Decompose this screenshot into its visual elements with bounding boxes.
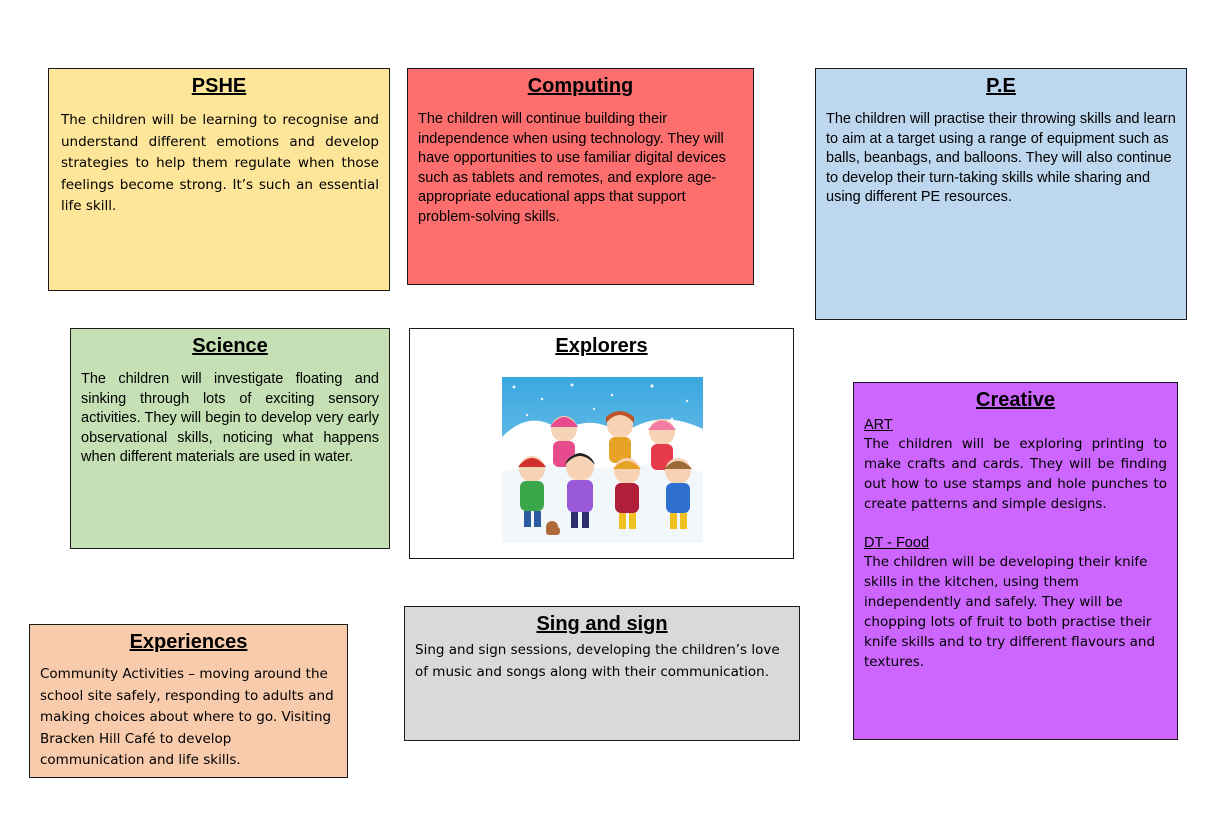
pshe-text: The children will be learning to recognise and understand different emotions and develop strategies to help them regulate when those feelings become strong. It’s such an essential life skill. xyxy=(61,112,379,214)
sing-and-sign-box xyxy=(404,606,800,741)
explorers-title: Explorers xyxy=(555,335,648,357)
pe-box xyxy=(815,68,1187,320)
creative-title: Creative xyxy=(976,389,1055,411)
computing-text: The children will continue building their independence when using technology. They will have opportunities to use familiar digital devices such as tablets and remotes, and explore age-appropriate educational apps that support problem-solving skills. xyxy=(418,111,726,225)
creative-box xyxy=(853,382,1178,740)
pe-text: The children will practise their throwing skills and learn to aim at a target using a range of equipment such as balls, beanbags, and balloons. They will also continue to develop their turn-taking skills while sharing and using different PE resources. xyxy=(826,111,1176,205)
science-box xyxy=(70,328,390,549)
pshe-box xyxy=(48,68,390,291)
dt-text: The children will be developing their knife skills in the kitchen, using them independently and safely. They will be chopping lots of fruit to both practise their knife skills and to try different flavours and textures. xyxy=(864,554,1156,670)
experiences-title: Experiences xyxy=(129,631,248,653)
computing-box xyxy=(407,68,754,285)
science-text: The children will investigate floating and sinking through lots of exciting sensory activities. They will begin to develop very early observational skills, noticing what happens when different materials are used in water. xyxy=(81,371,379,465)
art-heading: ART xyxy=(864,417,893,433)
winter-children-illustration xyxy=(502,377,703,543)
art-text: The children will be exploring printing to make crafts and cards. They will be finding out how to use stamps and hole punches to create patterns and simple designs. xyxy=(864,436,1167,512)
experiences-box xyxy=(29,624,348,778)
explorers-box xyxy=(409,328,794,559)
pe-title: P.E xyxy=(986,75,1016,97)
dt-heading: DT - Food xyxy=(864,535,930,551)
science-title: Science xyxy=(192,335,268,357)
sing-and-sign-title: Sing and sign xyxy=(536,613,668,635)
experiences-text: Community Activities – moving around the school site safely, responding to adults and making choices about where to go. Visiting Bracken Hill Café to develop communication and life skills. xyxy=(40,666,334,768)
computing-title: Computing xyxy=(527,75,634,97)
pshe-title: PSHE xyxy=(191,75,247,97)
sing-and-sign-text: Sing and sign sessions, developing the children’s love of music and songs along with their communication. xyxy=(415,642,780,680)
